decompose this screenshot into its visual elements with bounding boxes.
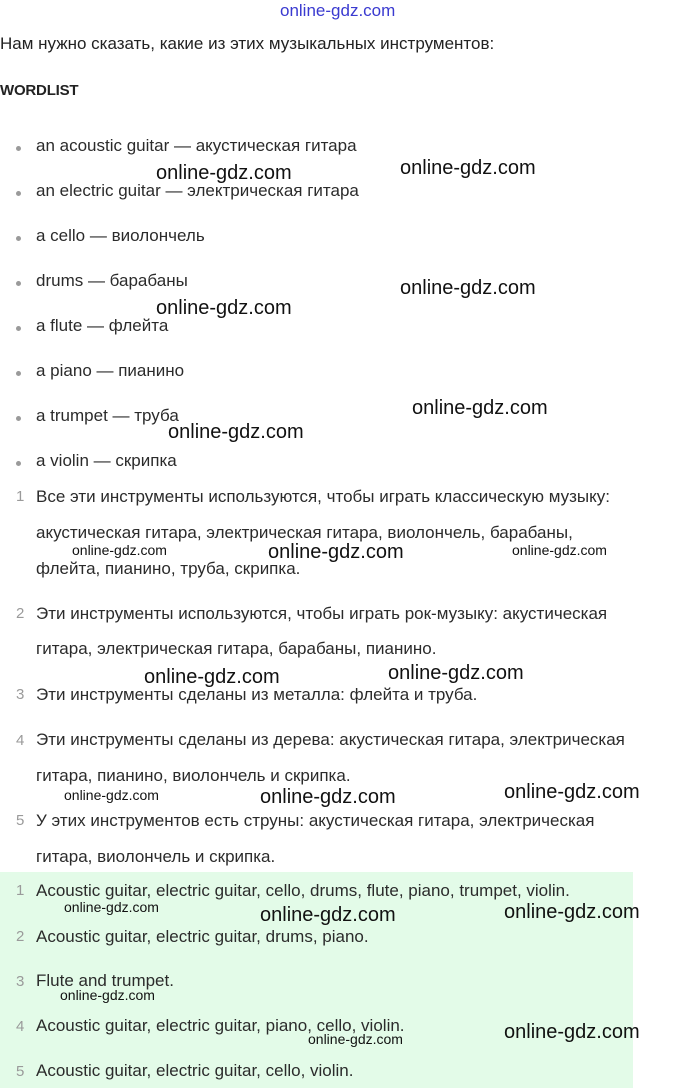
wordlist-item: a piano — пианино [36, 361, 185, 380]
answer-number: 4 [16, 732, 25, 749]
watermark: online-gdz.com [72, 542, 167, 558]
watermark: online-gdz.com [400, 157, 536, 179]
wordlist-item: a flute — флейта [36, 316, 169, 335]
bullet-icon [16, 371, 21, 376]
answer-number: 5 [16, 1063, 25, 1080]
watermark: online-gdz.com [64, 899, 159, 915]
header-watermark: online-gdz.com [280, 1, 396, 20]
en-answer: Acoustic guitar, electric guitar, cello, violin. [36, 1061, 354, 1080]
ru-answer-line: гитара, электрическая гитара, барабаны, пианино. [36, 639, 437, 658]
ru-answer-line: флейта, пианино, труба, скрипка. [36, 559, 301, 578]
wordlist-item: a violin — скрипка [36, 451, 177, 470]
answer-number: 2 [16, 605, 25, 622]
bullet-icon [16, 416, 21, 421]
ru-answer-line: Эти инструменты сделаны из дерева: акустическая гитара, электрическая [36, 730, 625, 749]
watermark: online-gdz.com [268, 541, 404, 563]
answer-number: 1 [16, 882, 25, 899]
answer-number: 5 [16, 812, 25, 829]
watermark: online-gdz.com [144, 666, 280, 688]
watermark: online-gdz.com [156, 297, 292, 319]
answer-number: 1 [16, 488, 25, 505]
watermark: online-gdz.com [504, 901, 640, 923]
ru-answer-line: У этих инструментов есть струны: акустическая гитара, электрическая [36, 811, 595, 830]
wordlist-item: an electric guitar — электрическая гитара [36, 181, 359, 200]
wordlist-item: drums — барабаны [36, 271, 188, 290]
ru-answer-line: акустическая гитара, электрическая гитара, виолончель, барабаны, [36, 523, 573, 542]
en-answer: Flute and trumpet. [36, 971, 174, 990]
watermark: online-gdz.com [388, 662, 524, 684]
watermark: online-gdz.com [60, 987, 155, 1003]
ru-answer-line: гитара, виолончель и скрипка. [36, 847, 276, 866]
watermark: online-gdz.com [412, 397, 548, 419]
bullet-icon [16, 326, 21, 331]
watermark: online-gdz.com [512, 542, 607, 558]
answer-number: 3 [16, 686, 25, 703]
watermark: online-gdz.com [260, 904, 396, 926]
watermark: online-gdz.com [400, 277, 536, 299]
wordlist-item: a trumpet — труба [36, 406, 179, 425]
watermark: online-gdz.com [156, 162, 292, 184]
en-answer: Acoustic guitar, electric guitar, drums, piano. [36, 927, 369, 946]
watermark: online-gdz.com [260, 786, 396, 808]
bullet-icon [16, 191, 21, 196]
watermark: online-gdz.com [308, 1031, 403, 1047]
bullet-icon [16, 146, 21, 151]
en-answer: Acoustic guitar, electric guitar, cello, drums, flute, piano, trumpet, violin. [36, 881, 570, 900]
wordlist-title: WORDLIST [0, 82, 79, 99]
en-answer: Acoustic guitar, electric guitar, piano, cello, violin. [36, 1016, 405, 1035]
wordlist-item: a cello — виолончель [36, 226, 205, 245]
ru-answer-line: гитара, пианино, виолончель и скрипка. [36, 766, 351, 785]
bullet-icon [16, 236, 21, 241]
bullet-icon [16, 461, 21, 466]
watermark: online-gdz.com [168, 421, 304, 443]
answer-number: 3 [16, 973, 25, 990]
answer-number: 4 [16, 1018, 25, 1035]
intro-text: Нам нужно сказать, какие из этих музыкальных инструментов: [0, 34, 495, 53]
bullet-icon [16, 281, 21, 286]
ru-answer-line: Все эти инструменты используются, чтобы играть классическую музыку: [36, 487, 610, 506]
ru-answer-line: Эти инструменты сделаны из металла: флейта и труба. [36, 685, 478, 704]
watermark: online-gdz.com [504, 781, 640, 803]
watermark: online-gdz.com [64, 787, 159, 803]
ru-answer-line: Эти инструменты используются, чтобы играть рок-музыку: акустическая [36, 604, 608, 623]
watermark: online-gdz.com [504, 1021, 640, 1043]
answer-number: 2 [16, 928, 25, 945]
wordlist-item: an acoustic guitar — акустическая гитара [36, 136, 357, 155]
